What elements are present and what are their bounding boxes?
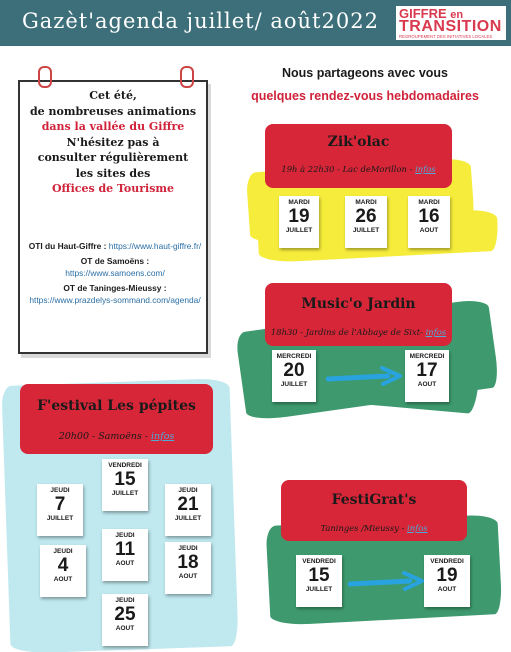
date-number: 18 [177, 552, 199, 573]
date-day: JEUDI [53, 548, 73, 555]
info-line-2: de nombreuses animations [29, 104, 197, 118]
arrow-icon [326, 365, 404, 387]
date-day: JEUDI [115, 597, 135, 604]
musicojardin-subtitle: 18h30 - Jardins de l'Abbaye de Sixt- [270, 327, 423, 337]
date-month: AOUT [53, 576, 73, 583]
date-card [279, 196, 319, 248]
date-card [272, 350, 316, 402]
date-number: 19 [288, 206, 310, 227]
date-day: VENDREDI [430, 558, 464, 565]
date-month: AOUT [115, 560, 135, 567]
date-number: 16 [418, 206, 440, 227]
info-line-6: les sites des [75, 166, 151, 180]
date-number: 11 [114, 539, 136, 560]
date-number: 26 [355, 206, 377, 227]
date-month: AOUT [437, 586, 457, 593]
ziklac-card [265, 124, 452, 188]
info-line-5: consulter régulièrement [37, 151, 189, 164]
paperclip-icon [180, 66, 194, 88]
date-day: MARDI [288, 199, 310, 206]
musicojardin-infos-link[interactable]: infos [425, 327, 447, 337]
tourism-info-card [18, 80, 208, 354]
festival-infos-link[interactable]: infos [151, 431, 175, 442]
date-month: AOUT [417, 381, 437, 388]
festival-title: F'estival Les pépites [37, 398, 196, 414]
ot-samoens-label: OT de Samoëns : [80, 256, 150, 266]
oti-haut-giffre-label: OTI du Haut-Giffre : [28, 241, 107, 251]
festival-card [20, 384, 213, 454]
date-day: JEUDI [178, 545, 198, 552]
date-card [40, 545, 86, 597]
info-line-3: dans la vallée du Giffre [41, 120, 185, 133]
date-day: JEUDI [115, 532, 135, 539]
logo-text-transition: TRANSITION [399, 18, 502, 35]
date-day: MERCREDI [409, 353, 445, 360]
date-number: 17 [416, 360, 438, 381]
date-month: JUILLET [285, 227, 313, 234]
date-day: VENDREDI [108, 462, 142, 469]
arrow-icon [348, 570, 426, 592]
date-day: MARDI [355, 199, 377, 206]
date-card [102, 594, 148, 646]
oti-haut-giffre-link[interactable]: https://www.haut-giffre.fr/ [108, 241, 202, 251]
date-month: JUILLET [111, 490, 139, 497]
ot-taninges-label: OT de Taninges-Mieussy : [63, 283, 167, 293]
date-number: 20 [283, 360, 305, 381]
date-month: JUILLET [305, 586, 333, 593]
intro-line-2: quelques rendez-vous hebdomadaires [251, 89, 479, 103]
ot-taninges-link[interactable]: https://www.prazdelys-sommand.com/agenda/ [29, 295, 201, 305]
musicojardin-card [265, 283, 452, 346]
logo-text-giffre: GIFFRE [399, 6, 447, 21]
info-line-4: N'hésitez pas à [66, 135, 160, 149]
festigrat-title: FestiGrat's [331, 492, 417, 508]
festigrat-card [281, 480, 467, 541]
date-number: 7 [54, 494, 66, 515]
date-number: 4 [57, 555, 69, 576]
date-card [102, 529, 148, 581]
date-card [296, 555, 342, 607]
date-card [165, 484, 211, 536]
date-month: JUILLET [280, 381, 308, 388]
date-number: 21 [177, 494, 199, 515]
logo-text-en: en [450, 9, 464, 21]
date-month: AOUT [178, 573, 198, 580]
date-day: MERCREDI [276, 353, 312, 360]
date-card [37, 484, 83, 536]
ziklac-title: Zik'olac [327, 134, 390, 150]
date-card [424, 555, 470, 607]
ziklac-infos-link[interactable]: infos [415, 164, 436, 174]
info-line-1: Cet été, [89, 89, 137, 102]
musicojardin-title: Music'o Jardin [301, 296, 416, 312]
festival-subtitle: 20h00 - Samoëns - [58, 431, 148, 442]
date-month: JUILLET [46, 515, 74, 522]
date-month: JUILLET [174, 515, 202, 522]
festigrat-subtitle: Taninges /Mieussy - [320, 523, 405, 533]
page-title: Gazèt'agenda juillet/ août2022 [22, 9, 379, 33]
date-month: JUILLET [352, 227, 380, 234]
date-day: VENDREDI [302, 558, 336, 565]
festigrat-infos-link[interactable]: infos [407, 523, 428, 533]
info-line-7: Offices de Tourisme [51, 182, 175, 195]
date-month: AOUT [115, 625, 135, 632]
ziklac-subtitle: 19h à 22h30 - Lac deMorillon - [281, 164, 413, 174]
paperclip-icon [38, 66, 52, 88]
date-day: JEUDI [50, 487, 70, 494]
giffre-en-transition-logo [396, 6, 506, 40]
date-number: 25 [114, 604, 136, 625]
date-card [102, 459, 148, 511]
date-number: 15 [308, 565, 330, 586]
date-number: 19 [436, 565, 458, 586]
date-card [405, 350, 449, 402]
intro-line-1: Nous partageons avec vous [281, 66, 449, 80]
tourism-links [24, 240, 206, 306]
date-month: AOUT [419, 227, 439, 234]
ot-samoens-link[interactable]: https://www.samoens.com/ [65, 268, 165, 278]
logo-tagline: REGROUPEMENT DES INITIATIVES LOCALES [399, 34, 493, 39]
date-number: 15 [114, 469, 136, 490]
date-day: JEUDI [178, 487, 198, 494]
date-card [345, 196, 387, 248]
date-day: MARDI [418, 199, 440, 206]
date-card [165, 542, 211, 594]
date-card [408, 196, 450, 248]
info-intro [20, 88, 206, 197]
